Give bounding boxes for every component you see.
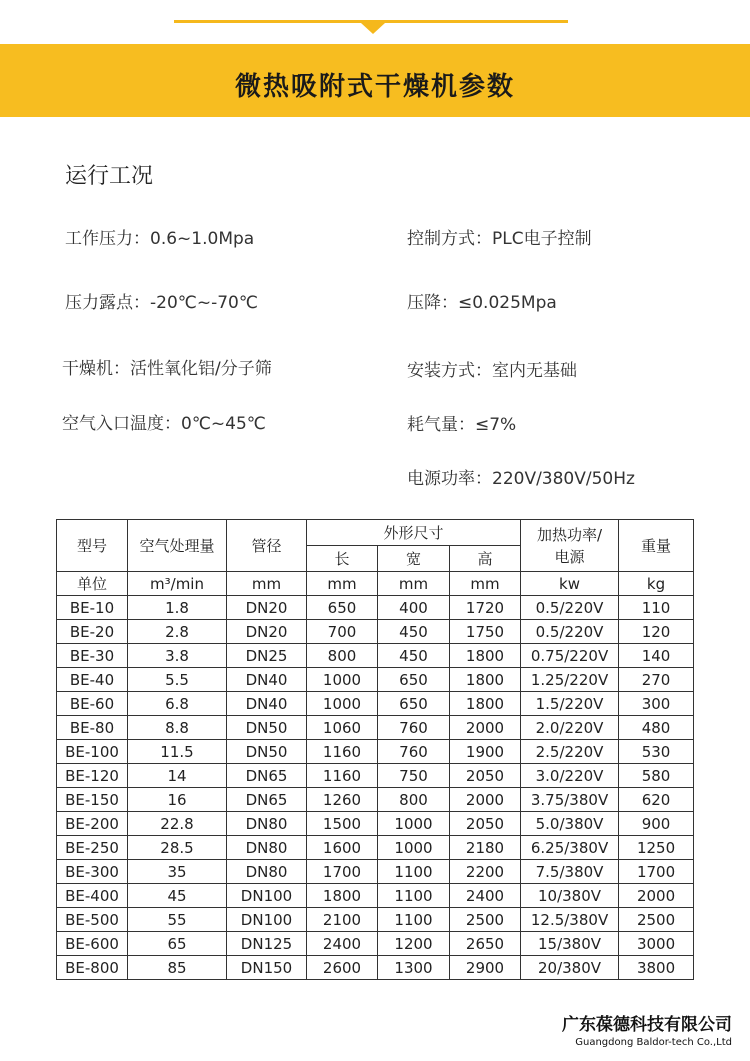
table-cell: DN100	[227, 908, 307, 932]
table-cell: 1700	[307, 860, 378, 884]
table-cell: 2.8	[128, 620, 227, 644]
table-cell: 1000	[378, 812, 450, 836]
table-cell: 1260	[307, 788, 378, 812]
unit-cell: mm	[227, 572, 307, 596]
table-cell: DN100	[227, 884, 307, 908]
table-body	[57, 596, 694, 980]
table-cell: 620	[619, 788, 694, 812]
table-cell: BE-20	[57, 620, 128, 644]
table-cell: BE-600	[57, 932, 128, 956]
table-cell: 110	[619, 596, 694, 620]
table-cell: 55	[128, 908, 227, 932]
spec-inlet-temp: 空气入口温度：0℃~45℃	[62, 414, 266, 434]
table-cell: 2200	[450, 860, 521, 884]
table-cell: 2050	[450, 812, 521, 836]
table-cell: 400	[378, 596, 450, 620]
unit-cell: kw	[521, 572, 619, 596]
table-row	[57, 956, 694, 980]
table-cell: 1100	[378, 884, 450, 908]
spec-installation: 安装方式：室内无基础	[407, 361, 577, 381]
table-cell: 1160	[307, 764, 378, 788]
table-cell: 0.75/220V	[521, 644, 619, 668]
table-cell: DN50	[227, 716, 307, 740]
table-cell: 85	[128, 956, 227, 980]
table-row	[57, 860, 694, 884]
table-cell: 14	[128, 764, 227, 788]
table-cell: 0.5/220V	[521, 620, 619, 644]
header-heating-power	[521, 520, 619, 572]
table-cell: BE-80	[57, 716, 128, 740]
table-row	[57, 692, 694, 716]
table-cell: 2180	[450, 836, 521, 860]
table-cell: 1250	[619, 836, 694, 860]
table-cell: DN65	[227, 764, 307, 788]
table-cell: 2400	[307, 932, 378, 956]
unit-cell: mm	[450, 572, 521, 596]
table-cell: 1800	[450, 644, 521, 668]
spec-pressure-drop: 压降：≤0.025Mpa	[407, 293, 557, 313]
table-cell: 6.25/380V	[521, 836, 619, 860]
header-heating-power-line1: 加热功率/	[537, 525, 603, 544]
table-cell: 3.0/220V	[521, 764, 619, 788]
table-cell: 1100	[378, 908, 450, 932]
table-row	[57, 716, 694, 740]
table-row	[57, 812, 694, 836]
table-cell: DN80	[227, 812, 307, 836]
table-cell: 22.8	[128, 812, 227, 836]
table-row	[57, 740, 694, 764]
table-cell: 760	[378, 716, 450, 740]
table-cell: 20/380V	[521, 956, 619, 980]
table-cell: 1700	[619, 860, 694, 884]
table-cell: 1000	[378, 836, 450, 860]
table-cell: 750	[378, 764, 450, 788]
table-cell: 35	[128, 860, 227, 884]
table-cell: 1.8	[128, 596, 227, 620]
table-cell: 120	[619, 620, 694, 644]
table-cell: 28.5	[128, 836, 227, 860]
table-cell: 1000	[307, 692, 378, 716]
header-heating-power-line2: 电源	[554, 547, 585, 566]
table-cell: 8.8	[128, 716, 227, 740]
table-cell: BE-10	[57, 596, 128, 620]
table-cell: 5.5	[128, 668, 227, 692]
table-cell: 11.5	[128, 740, 227, 764]
table-cell: 800	[307, 644, 378, 668]
company-name-en: Guangdong Baldor-tech Co.,Ltd	[575, 1037, 732, 1048]
table-cell: 1300	[378, 956, 450, 980]
table-row	[57, 884, 694, 908]
table-cell: 2500	[619, 908, 694, 932]
header-model: 型号	[57, 520, 128, 572]
table-cell: 3000	[619, 932, 694, 956]
table-cell: 1.25/220V	[521, 668, 619, 692]
table-cell: DN125	[227, 932, 307, 956]
table-row	[57, 596, 694, 620]
table-cell: BE-30	[57, 644, 128, 668]
table-row	[57, 644, 694, 668]
table-cell: 2900	[450, 956, 521, 980]
table-cell: 1000	[307, 668, 378, 692]
table-row	[57, 788, 694, 812]
spec-air-consumption: 耗气量：≤7%	[407, 415, 517, 435]
table-cell: 2000	[450, 788, 521, 812]
spec-power: 电源功率：220V/380V/50Hz	[407, 469, 635, 489]
table-cell: BE-800	[57, 956, 128, 980]
spec-dew-point: 压力露点：-20℃~-70℃	[65, 293, 258, 313]
table-cell: 6.8	[128, 692, 227, 716]
table-cell: DN50	[227, 740, 307, 764]
table-row	[57, 932, 694, 956]
spec-work-pressure: 工作压力：0.6~1.0Mpa	[65, 229, 255, 249]
table-cell: BE-300	[57, 860, 128, 884]
table-cell: BE-120	[57, 764, 128, 788]
table-cell: 1800	[450, 692, 521, 716]
table-cell: 2050	[450, 764, 521, 788]
table-cell: 2000	[450, 716, 521, 740]
table-units-row	[57, 572, 694, 596]
table-cell: 140	[619, 644, 694, 668]
table-cell: 2650	[450, 932, 521, 956]
table-cell: 450	[378, 644, 450, 668]
table-cell: BE-40	[57, 668, 128, 692]
table-cell: BE-400	[57, 884, 128, 908]
table-row	[57, 764, 694, 788]
table-cell: 1800	[450, 668, 521, 692]
table-cell: DN80	[227, 836, 307, 860]
table-cell: 0.5/220V	[521, 596, 619, 620]
table-cell: 2600	[307, 956, 378, 980]
table-row	[57, 908, 694, 932]
table-cell: 2500	[450, 908, 521, 932]
table-cell: 1600	[307, 836, 378, 860]
table-cell: 2400	[450, 884, 521, 908]
table-cell: DN40	[227, 668, 307, 692]
table-cell: DN65	[227, 788, 307, 812]
table-cell: 760	[378, 740, 450, 764]
table-cell: 1900	[450, 740, 521, 764]
table-cell: 1720	[450, 596, 521, 620]
table-cell: 15/380V	[521, 932, 619, 956]
header-height: 高	[450, 546, 521, 572]
table-cell: 3.75/380V	[521, 788, 619, 812]
table-cell: 650	[378, 668, 450, 692]
table-cell: 800	[378, 788, 450, 812]
page-title: 微热吸附式干燥机参数	[234, 72, 515, 102]
header-width: 宽	[378, 546, 450, 572]
table-cell: 580	[619, 764, 694, 788]
table-cell: 2.0/220V	[521, 716, 619, 740]
table-cell: 45	[128, 884, 227, 908]
table-row	[57, 620, 694, 644]
table-cell: 1.5/220V	[521, 692, 619, 716]
header-air-capacity: 空气处理量	[128, 520, 227, 572]
table-cell: BE-500	[57, 908, 128, 932]
table-cell: DN40	[227, 692, 307, 716]
unit-cell: mm	[378, 572, 450, 596]
section-title-operating: 运行工况	[65, 164, 154, 189]
table-cell: 3.8	[128, 644, 227, 668]
table-cell: 1160	[307, 740, 378, 764]
header-decor-arrow	[361, 23, 385, 34]
table-cell: 1100	[378, 860, 450, 884]
table-cell: 2100	[307, 908, 378, 932]
table-cell: 1060	[307, 716, 378, 740]
header-pipe: 管径	[227, 520, 307, 572]
table-cell: 650	[378, 692, 450, 716]
table-cell: 5.0/380V	[521, 812, 619, 836]
table-cell: 1750	[450, 620, 521, 644]
table-cell: 270	[619, 668, 694, 692]
table-cell: 2.5/220V	[521, 740, 619, 764]
table-cell: 650	[307, 596, 378, 620]
table-cell: BE-200	[57, 812, 128, 836]
table-cell: BE-250	[57, 836, 128, 860]
table-cell: BE-100	[57, 740, 128, 764]
table-row	[57, 668, 694, 692]
table-cell: 480	[619, 716, 694, 740]
table-cell: DN25	[227, 644, 307, 668]
table-cell: 65	[128, 932, 227, 956]
table-cell: 450	[378, 620, 450, 644]
table-cell: DN150	[227, 956, 307, 980]
table-cell: BE-150	[57, 788, 128, 812]
company-name-cn: 广东葆德科技有限公司	[562, 1015, 732, 1035]
parameter-table	[56, 519, 694, 980]
unit-cell: mm	[307, 572, 378, 596]
header-dimensions: 外形尺寸	[307, 520, 521, 546]
table-cell: 3800	[619, 956, 694, 980]
table-cell: 700	[307, 620, 378, 644]
header-length: 长	[307, 546, 378, 572]
table-cell: 300	[619, 692, 694, 716]
table-cell: DN80	[227, 860, 307, 884]
table-cell: 7.5/380V	[521, 860, 619, 884]
unit-cell: 单位	[57, 572, 128, 596]
table-header-row	[57, 520, 694, 546]
table-cell: 2000	[619, 884, 694, 908]
table-cell: 1800	[307, 884, 378, 908]
table-cell: 1500	[307, 812, 378, 836]
table-cell: 900	[619, 812, 694, 836]
table-cell: 1200	[378, 932, 450, 956]
header-weight: 重量	[619, 520, 694, 572]
unit-cell: m³/min	[128, 572, 227, 596]
unit-cell: kg	[619, 572, 694, 596]
spec-desiccant: 干燥机：活性氧化铝/分子筛	[62, 359, 272, 379]
table-cell: 10/380V	[521, 884, 619, 908]
spec-control-mode: 控制方式：PLC电子控制	[407, 229, 592, 249]
table-cell: DN20	[227, 620, 307, 644]
table-cell: BE-60	[57, 692, 128, 716]
table-cell: 530	[619, 740, 694, 764]
table-cell: 16	[128, 788, 227, 812]
table-cell: 12.5/380V	[521, 908, 619, 932]
table-cell: DN20	[227, 596, 307, 620]
table-row	[57, 836, 694, 860]
